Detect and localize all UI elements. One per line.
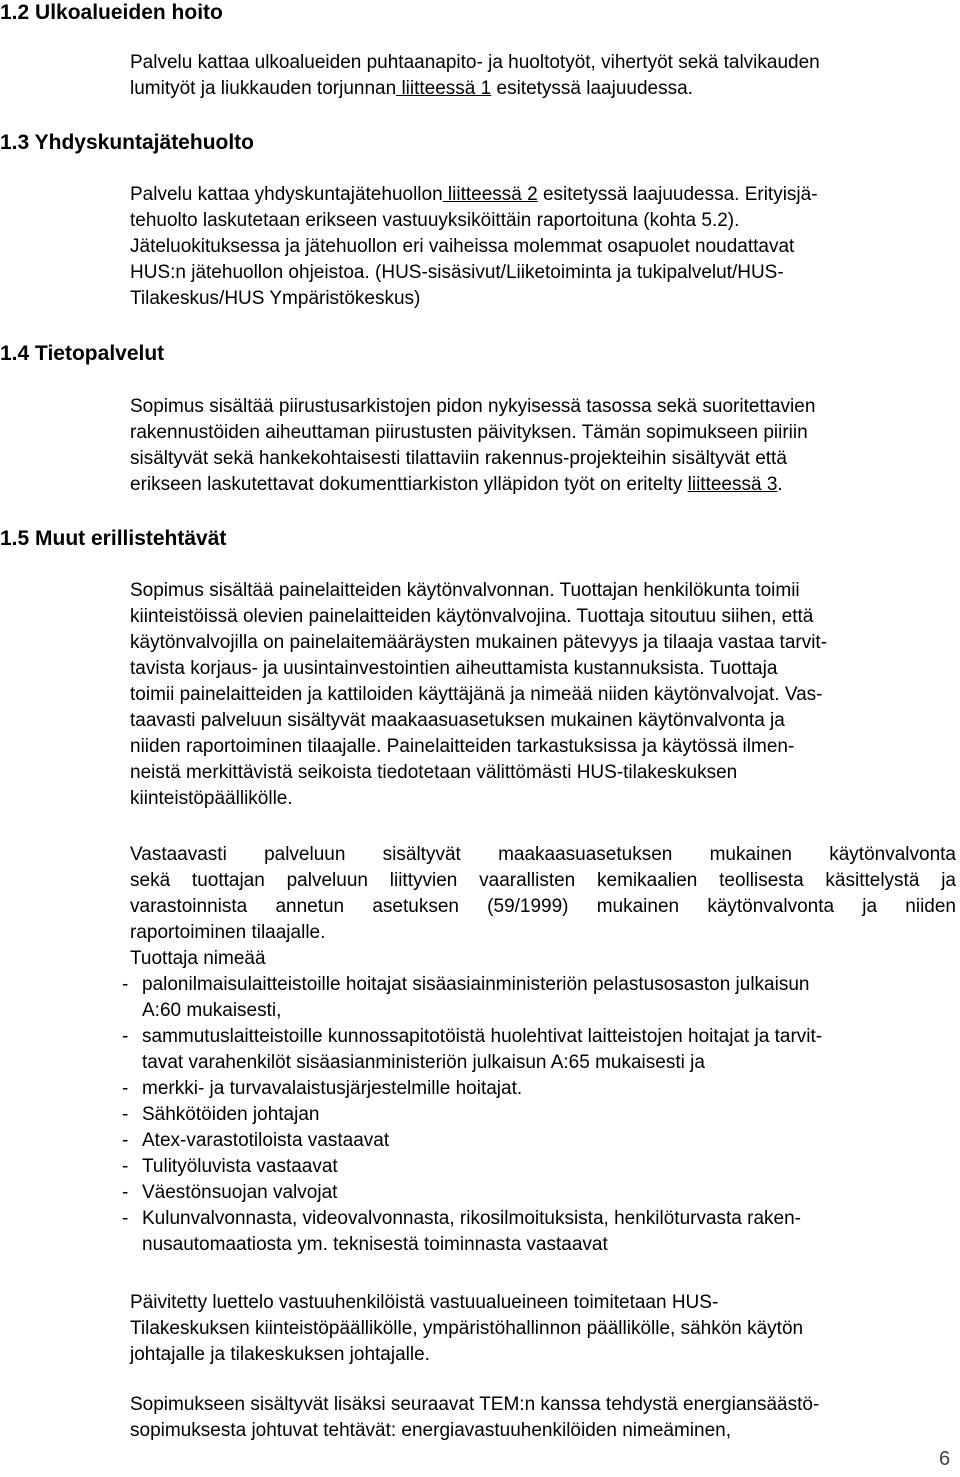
list-item-continuation: tavat varahenkilöt sisäasianministeriön julkaisun A:65 mukaisesti ja	[142, 1052, 705, 1073]
text-line: Tuottaja nimeää	[130, 948, 266, 969]
text-line: taavasti palveluun sisältyvät maakaasuasetuksen mukainen käytönvalvonta ja	[130, 710, 785, 731]
text-line: varastoinnista annetun asetuksen (59/1999) mukainen käytönvalvonta ja niiden	[130, 896, 956, 917]
text-fragment: Palvelu kattaa yhdyskuntajätehuollon	[130, 184, 443, 205]
text-line	[130, 76, 950, 102]
list-item	[122, 1102, 937, 1128]
list-item	[122, 1206, 937, 1232]
list-item-continuation: nusautomaatiosta ym. teknisestä toiminnasta vastaavat	[142, 1234, 608, 1255]
text-line: tavista korjaus- ja uusintainvestointien aiheuttamista kustannuksista. Tuottaja	[130, 658, 778, 679]
list-dash: -	[122, 1104, 129, 1125]
paragraph-energiansaasto	[130, 1392, 950, 1444]
text-line: sisältyvät sekä hankekohtaisesti tilattaviin rakennus-projekteihin sisältyvät että	[130, 448, 787, 469]
text-line	[130, 182, 950, 208]
text-line: palonilmaisulaitteistoille hoitajat sisäasiainministeriön pelastusosaston julkaisun	[142, 974, 810, 995]
list-dash: -	[122, 974, 129, 995]
heading-muut-erillistehtavat: 1.5 Muut erillistehtävät	[0, 527, 227, 550]
text-line: Sähkötöiden johtajan	[142, 1104, 320, 1125]
text-line: Sopimukseen sisältyvät lisäksi seuraavat TEM:n kanssa tehdystä energiansäästö-	[130, 1394, 820, 1415]
list-item	[122, 1154, 937, 1180]
text-line: Tulityöluvista vastaavat	[142, 1156, 338, 1177]
heading-yhdyskuntajatehuolto: 1.3 Yhdyskuntajätehuolto	[0, 131, 254, 154]
text-line	[130, 472, 950, 498]
list-dash: -	[122, 1026, 129, 1047]
paragraph-kaytonvalvonta	[130, 842, 956, 972]
text-line: Kulunvalvonnasta, videovalvonnasta, rikosilmoituksista, henkilöturvasta raken-	[142, 1208, 802, 1229]
text-line: käytönvalvojilla on painelaitemääräysten mukainen pätevyys ja tilaaja vastaa tarvit-	[130, 632, 828, 653]
list-item	[122, 1180, 937, 1206]
text-line: toimii painelaitteiden ja kattiloiden käyttäjänä ja nimeää niiden käytönvalvojat. Vas-	[130, 684, 823, 705]
heading-ulkoalueiden-hoito: 1.2 Ulkoalueiden hoito	[0, 1, 223, 24]
text-line: Vastaavasti palveluun sisältyvät maakaasuasetuksen mukainen käytönvalvonta	[130, 844, 956, 865]
list-item	[122, 1128, 937, 1154]
text-fragment: esitetyssä laajuudessa.	[491, 78, 693, 99]
heading-tietopalvelut: 1.4 Tietopalvelut	[0, 342, 165, 365]
list-dash: -	[122, 1156, 129, 1177]
text-line: merkki- ja turvavalaistusjärjestelmille hoitajat.	[142, 1078, 523, 1099]
link-liite-2[interactable]: liitteessä 2	[442, 184, 538, 205]
list-dash: -	[122, 1130, 129, 1151]
text-line: rakennustöiden aiheuttaman piirustusten päivityksen. Tämän sopimukseen piiriin	[130, 422, 808, 443]
text-fragment: .	[777, 474, 783, 495]
list-item	[122, 1076, 937, 1102]
text-line: sopimuksesta johtuvat tehtävät: energiavastuuhenkilöiden nimeäminen,	[130, 1420, 731, 1441]
text-line: neistä merkittävistä seikoista tiedotetaan välittömästi HUS-tilakeskuksen	[130, 762, 738, 783]
text-fragment: esitetyssä laajuudessa. Erityisjä-	[537, 184, 818, 205]
text-line: johtajalle ja tilakeskuksen johtajalle.	[130, 1344, 430, 1365]
page-number: 6	[939, 1448, 951, 1470]
list-dash: -	[122, 1078, 129, 1099]
paragraph-vastuuhenkilot	[130, 1290, 950, 1368]
text-line: Tilakeskuksen kiinteistöpäällikölle, ympäristöhallinnon päällikölle, sähkön käytön	[130, 1318, 804, 1339]
list-dash: -	[122, 1182, 129, 1203]
list-item	[122, 1024, 937, 1050]
text-line: sammutuslaitteistoille kunnossapitotöistä huolehtivat laitteistojen hoitajat ja tarvit-	[142, 1026, 823, 1047]
responsibility-list	[122, 972, 937, 1258]
list-dash: -	[122, 1208, 129, 1229]
text-line: Sopimus sisältää piirustusarkistojen pidon nykyisessä tasossa sekä suoritettavien	[130, 396, 816, 417]
text-line: Jäteluokituksessa ja jätehuollon eri vaiheissa molemmat osapuolet noudattavat	[130, 236, 795, 257]
link-liite-3[interactable]: liitteessä 3	[687, 474, 778, 495]
text-line: Palvelu kattaa ulkoalueiden puhtaanapito- ja huoltotyöt, vihertyöt sekä talvikauden	[130, 52, 820, 73]
paragraph-ulkoalueiden-hoito	[130, 50, 950, 102]
text-line: niiden raportoiminen tilaajalle. Painelaitteiden tarkastuksissa ja käytössä ilmen-	[130, 736, 795, 757]
text-line: raportoiminen tilaajalle.	[130, 922, 326, 943]
text-line: HUS:n jätehuollon ohjeistoa. (HUS-sisäsivut/Liiketoiminta ja tukipalvelut/HUS-	[130, 262, 784, 283]
list-item-continuation: A:60 mukaisesti,	[142, 1000, 282, 1021]
text-line: sekä tuottajan palveluun liittyvien vaarallisten kemikaalien teollisesta käsittelystä ja	[130, 870, 956, 891]
text-fragment: erikseen laskutettavat dokumenttiarkiston ylläpidon työt on eritelty	[130, 474, 688, 495]
text-line: tehuolto laskutetaan erikseen vastuuyksiköittäin raportoituna (kohta 5.2).	[130, 210, 740, 231]
text-line: Sopimus sisältää painelaitteiden käytönvalvonnan. Tuottajan henkilökunta toimii	[130, 580, 800, 601]
text-line: Väestönsuojan valvojat	[142, 1182, 338, 1203]
list-item	[122, 972, 937, 998]
text-line: Päivitetty luettelo vastuuhenkilöistä vastuualueineen toimitetaan HUS-	[130, 1292, 719, 1313]
link-liite-1[interactable]: liitteessä 1	[396, 78, 492, 99]
text-line: Tilakeskus/HUS Ympäristökeskus)	[130, 288, 421, 309]
text-line: kiinteistöissä olevien painelaitteiden käytönvalvojina. Tuottaja sitoutuu siihen, että	[130, 606, 814, 627]
text-fragment: lumityöt ja liukkauden torjunnan	[130, 78, 397, 99]
text-line: kiinteistöpäällikölle.	[130, 788, 293, 809]
paragraph-yhdyskuntajatehuolto	[130, 182, 950, 312]
paragraph-tietopalvelut	[130, 394, 950, 498]
paragraph-painelaitteet	[130, 578, 950, 812]
text-line: Atex-varastotiloista vastaavat	[142, 1130, 390, 1151]
